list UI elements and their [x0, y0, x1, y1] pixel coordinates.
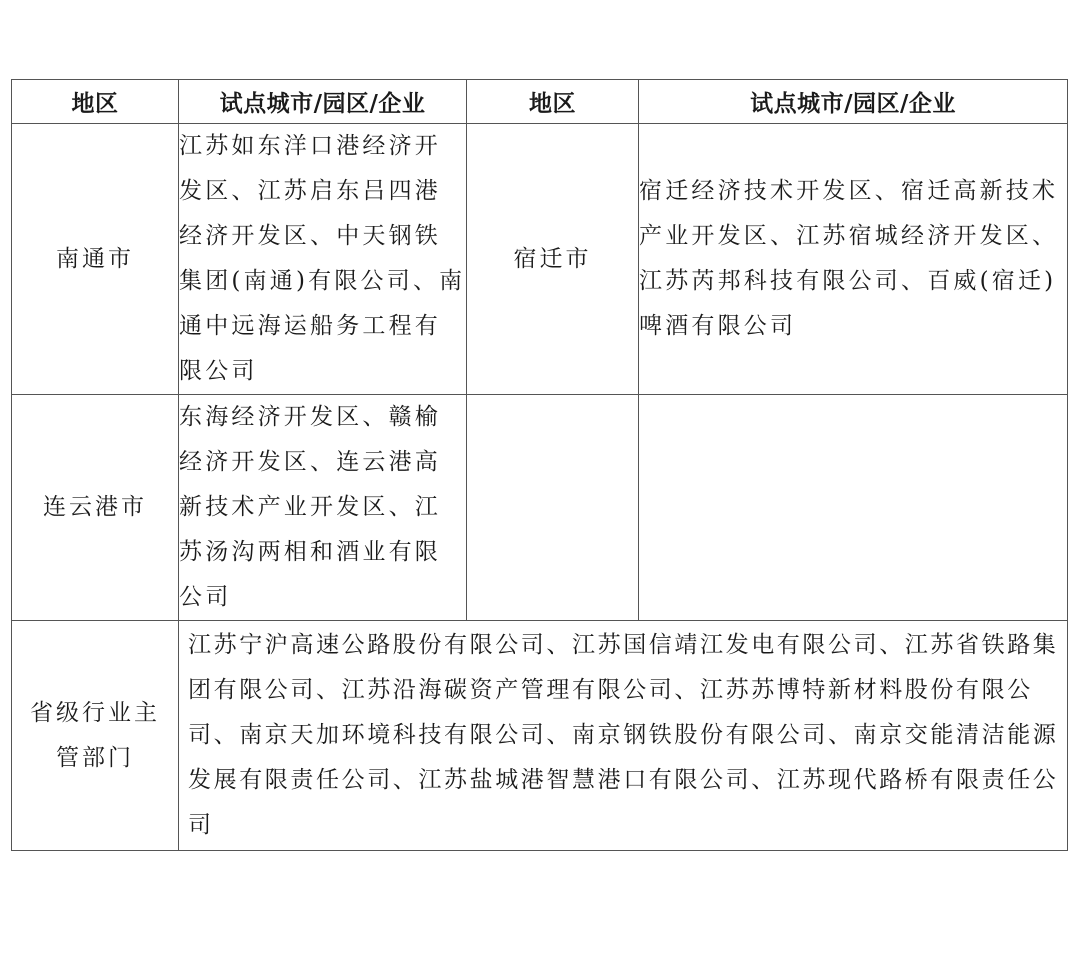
header-row — [12, 80, 1068, 124]
list-cell-suqian: 宿迁经济技术开发区、宿迁高新技术产业开发区、江苏宿城经济开发区、江苏芮邦科技有限公司、百威(宿迁)啤酒有限公司 — [639, 124, 1068, 395]
region-cell-lianyungang: 连云港市 — [12, 395, 179, 621]
header-region-right: 地区 — [467, 80, 639, 124]
list-cell-provincial: 江苏宁沪高速公路股份有限公司、江苏国信靖江发电有限公司、江苏省铁路集团有限公司、江苏沿海碳资产管理有限公司、江苏苏博特新材料股份有限公司、南京天加环境科技有限公司、南京钢铁股份有限公司、南京交能清洁能源发展有限责任公司、江苏盐城港智慧港口有限公司、江苏现代路桥有限责任公司 — [179, 621, 1068, 851]
region-provincial-line2: 管部门 — [56, 744, 134, 771]
list-cell-lianyungang: 东海经济开发区、赣榆经济开发区、连云港高新技术产业开发区、江苏汤沟两相和酒业有限公司 — [179, 395, 467, 621]
header-list-right: 试点城市/园区/企业 — [639, 80, 1068, 124]
table-row — [12, 621, 1068, 851]
region-cell-suqian: 宿迁市 — [467, 124, 639, 395]
header-region-left: 地区 — [12, 80, 179, 124]
region-cell-empty — [467, 395, 639, 621]
region-provincial-line1: 省级行业主 — [30, 699, 160, 726]
pilot-table — [11, 79, 1068, 851]
list-cell-nantong: 江苏如东洋口港经济开发区、江苏启东吕四港经济开发区、中天钢铁集团(南通)有限公司、南通中远海运船务工程有限公司 — [179, 124, 467, 395]
header-list-left: 试点城市/园区/企业 — [179, 80, 467, 124]
table-row — [12, 124, 1068, 395]
list-cell-empty — [639, 395, 1068, 621]
region-cell-nantong: 南通市 — [12, 124, 179, 395]
region-cell-provincial — [12, 621, 179, 851]
table-row — [12, 395, 1068, 621]
